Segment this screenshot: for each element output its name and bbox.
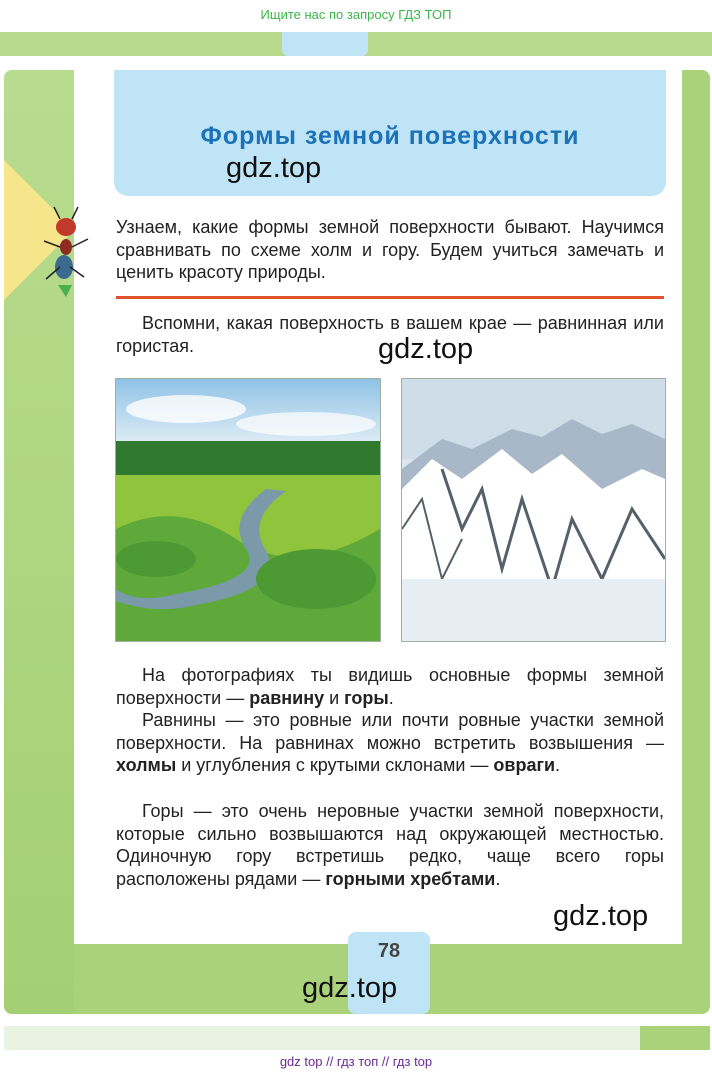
paragraph-plains — [116, 709, 664, 777]
term-ravines: овраги — [493, 755, 556, 775]
ant-mascot-icon — [40, 205, 96, 300]
paragraph-forms-text: На фотографиях ты видишь основные формы земной поверхности — — [116, 665, 664, 708]
paragraph-forms-end: . — [388, 687, 394, 708]
top-page-strip — [0, 32, 712, 56]
paragraph-plains-mid: и углубления с крутыми склонами — — [176, 755, 494, 775]
watermark: gdz.top — [302, 972, 398, 1004]
page-number: 78 — [377, 940, 401, 962]
top-page-tab — [282, 32, 368, 56]
watermark: gdz.top — [226, 152, 322, 184]
top-banner[interactable]: Ищите нас по запросу ГДЗ ТОП — [260, 7, 452, 22]
watermark: gdz.top — [553, 900, 649, 932]
watermark: gdz.top — [378, 333, 474, 365]
plain-photo — [115, 378, 381, 642]
divider-line — [116, 296, 664, 299]
intro-text: Узнаем, какие формы земной поверхности бывают. Научимся сравнивать по схеме холм и гору. Будем учиться замечать и ценить красоту природы. — [116, 217, 664, 282]
paragraph-plains-end: . — [555, 755, 561, 775]
term-plain: равнину — [249, 687, 325, 708]
term-mountains: горы — [344, 687, 389, 708]
bottom-page-accent — [640, 1026, 710, 1050]
term-hills: холмы — [116, 755, 177, 775]
question-text: Вспомни, какая поверхность в вашем крае — равнинная или гористая. — [116, 313, 664, 356]
paragraph-mountains — [116, 800, 664, 890]
bottom-page-strip — [4, 1026, 710, 1050]
paragraph-plains-text: Равнины — это ровные или почти ровные участки земной поверхности. На равнинах можно встретить возвышения — — [116, 710, 664, 753]
page-title: Формы земной поверхности — [200, 122, 580, 150]
paragraph-mountains-end: . — [495, 868, 501, 889]
paragraph-forms-mid: и — [324, 687, 345, 708]
paragraph-mountains-text: Горы — это очень неровные участки земной поверхности, которые сильно возвышаются над окружающей местностью. Одиночную гору встретишь редко, чаще всего горы расположены рядами — — [116, 801, 664, 889]
term-ridges: горными хребтами — [325, 868, 496, 889]
paragraph-forms — [116, 664, 664, 709]
bottom-banner[interactable]: gdz top // гдз топ // гдз top — [279, 1054, 433, 1069]
mountains-photo — [401, 378, 666, 642]
